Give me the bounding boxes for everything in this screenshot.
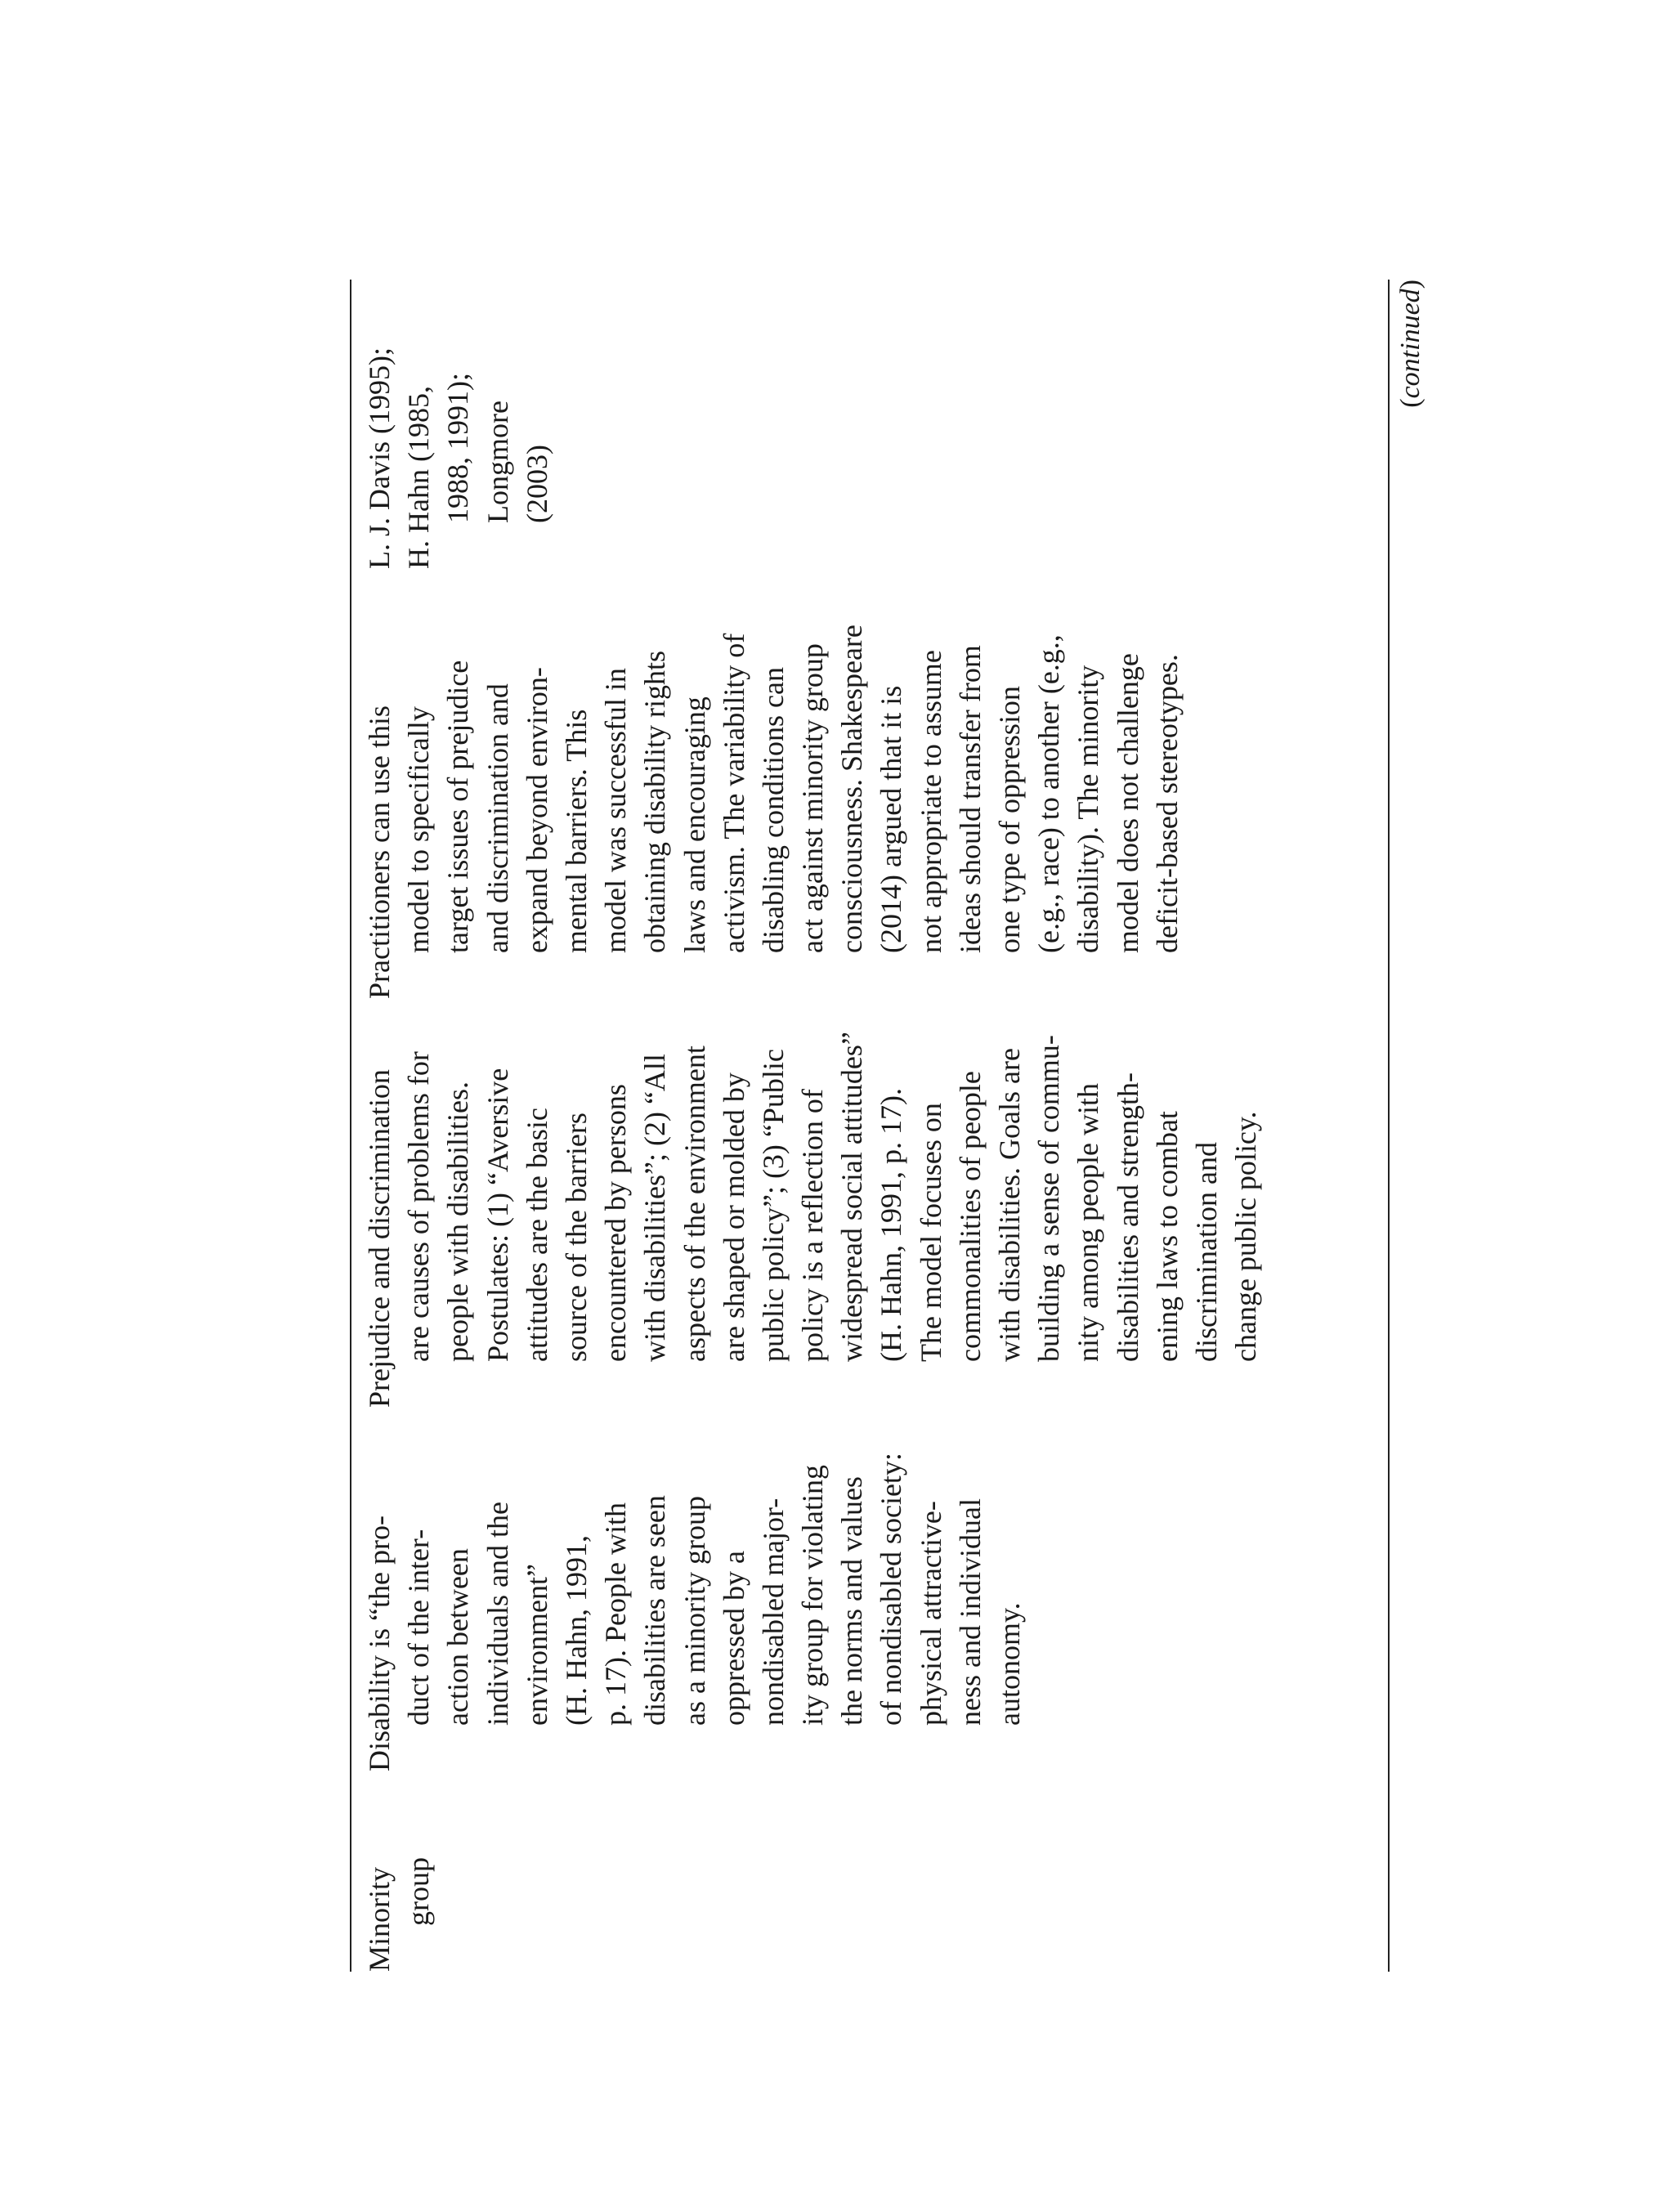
continued-label: continued <box>1395 289 1426 399</box>
table-top-rule <box>350 280 351 1972</box>
definition-line: individuals and the <box>481 1502 514 1726</box>
references-line: 1988, 1991); <box>441 373 475 523</box>
assumptions-line: are causes of problems for <box>402 1051 436 1362</box>
definition-line: autonomy. <box>993 1602 1026 1726</box>
definition-line: (H. Hahn, 1991, <box>559 1535 593 1726</box>
definition-line: ness and individual <box>953 1498 987 1726</box>
table-bottom-rule <box>1388 280 1390 1972</box>
implications-line: and discrimination and <box>481 683 514 953</box>
implications-line: target issues of prejudice <box>441 660 475 953</box>
definition-line: disabilities are seen <box>638 1495 672 1726</box>
references-line: L. J. Davis (1995); <box>363 347 396 569</box>
implications-line: (e.g., race) to another (e.g., <box>1032 634 1066 953</box>
assumptions-line: Prejudice and discrimination <box>363 1069 396 1408</box>
assumptions-line: building a sense of commu- <box>1032 1035 1066 1362</box>
implications-line: act against minority group <box>796 643 830 953</box>
assumptions-line: Postulates: (1) “Aversive <box>481 1068 514 1362</box>
definition-line: action between <box>441 1548 475 1726</box>
continued-close-paren: ) <box>1395 280 1426 289</box>
assumptions-line: The model focuses on <box>914 1103 947 1362</box>
definition-line: Disability is “the pro- <box>363 1516 396 1771</box>
continued-note <box>1394 280 1427 408</box>
implications-line: expand beyond environ- <box>520 667 553 953</box>
implications-line: model was successful in <box>599 668 633 953</box>
definition-line: oppressed by a <box>717 1551 750 1726</box>
assumptions-line: (H. Hahn, 1991, p. 17). <box>875 1088 908 1362</box>
implications-line: (2014) argued that it is <box>875 685 908 953</box>
assumptions-line: people with disabilities. <box>441 1081 475 1362</box>
assumptions-line: encountered by persons <box>599 1084 633 1362</box>
assumptions-line: change public policy. <box>1229 1111 1263 1362</box>
implications-line: model does not challenge <box>1111 653 1144 953</box>
definition-line: physical attractive- <box>914 1501 947 1726</box>
definition-line: ity group for violating <box>796 1465 830 1726</box>
implications-line: deficit-based stereotypes. <box>1150 654 1184 953</box>
model-line: group <box>402 1857 436 1926</box>
implications-line: not appropriate to assume <box>914 650 947 953</box>
assumptions-cell <box>360 1032 1265 1408</box>
assumptions-line: discrimination and <box>1189 1142 1223 1362</box>
assumptions-line: ening laws to combat <box>1150 1111 1184 1362</box>
assumptions-line: widespread social attitudes” <box>835 1032 869 1362</box>
assumptions-line: policy is a reflection of <box>796 1089 830 1362</box>
assumptions-line: disabilities and strength- <box>1111 1072 1144 1362</box>
definition-line: as a minority group <box>678 1496 711 1726</box>
implications-line: laws and encouraging <box>678 696 711 953</box>
implications-line: consciousness. Shakespeare <box>835 625 869 953</box>
definition-line: p. 17). People with <box>599 1502 633 1726</box>
implications-cell <box>360 625 1187 999</box>
assumptions-line: are shaped or molded by <box>717 1072 750 1362</box>
references-line: (2003) <box>520 445 553 523</box>
implications-line: mental barriers. This <box>559 709 593 953</box>
references-cell <box>360 347 557 569</box>
implications-line: model to specifically <box>402 706 436 953</box>
assumptions-line: attitudes are the basic <box>520 1108 553 1362</box>
definition-line: of nondisabled society: <box>875 1453 908 1726</box>
definition-line: environment” <box>520 1564 553 1726</box>
implications-line: Practitioners can use this <box>363 705 396 999</box>
definition-cell <box>360 1453 1029 1771</box>
implications-line: disability). The minority <box>1072 665 1105 953</box>
definition-line: the norms and values <box>835 1476 869 1726</box>
assumptions-line: with disabilities. Goals are <box>993 1048 1026 1362</box>
assumptions-line: commonalities of people <box>953 1071 987 1362</box>
references-line: Longmore <box>481 401 514 523</box>
assumptions-line: public policy”; (3) “Public <box>756 1049 790 1362</box>
references-line: H. Hahn (1985, <box>402 386 436 569</box>
model-line: Minority <box>363 1866 396 1972</box>
assumptions-line: nity among people with <box>1072 1083 1105 1362</box>
implications-line: obtaining disability rights <box>638 651 672 953</box>
model-name-cell <box>360 1857 438 1972</box>
assumptions-line: with disabilities”; (2) “All <box>638 1054 672 1362</box>
implications-line: ideas should transfer from <box>953 645 987 953</box>
implications-line: disabling conditions can <box>756 667 790 953</box>
assumptions-line: aspects of the environment <box>678 1046 711 1362</box>
implications-line: one type of oppression <box>993 686 1026 953</box>
definition-line: duct of the inter- <box>402 1529 436 1726</box>
rotated-table-page <box>350 280 1426 1972</box>
definition-line: nondisabled major- <box>756 1498 790 1726</box>
implications-line: activism. The variability of <box>717 633 750 953</box>
assumptions-line: source of the barriers <box>559 1113 593 1362</box>
continued-open-paren: ( <box>1395 398 1426 408</box>
